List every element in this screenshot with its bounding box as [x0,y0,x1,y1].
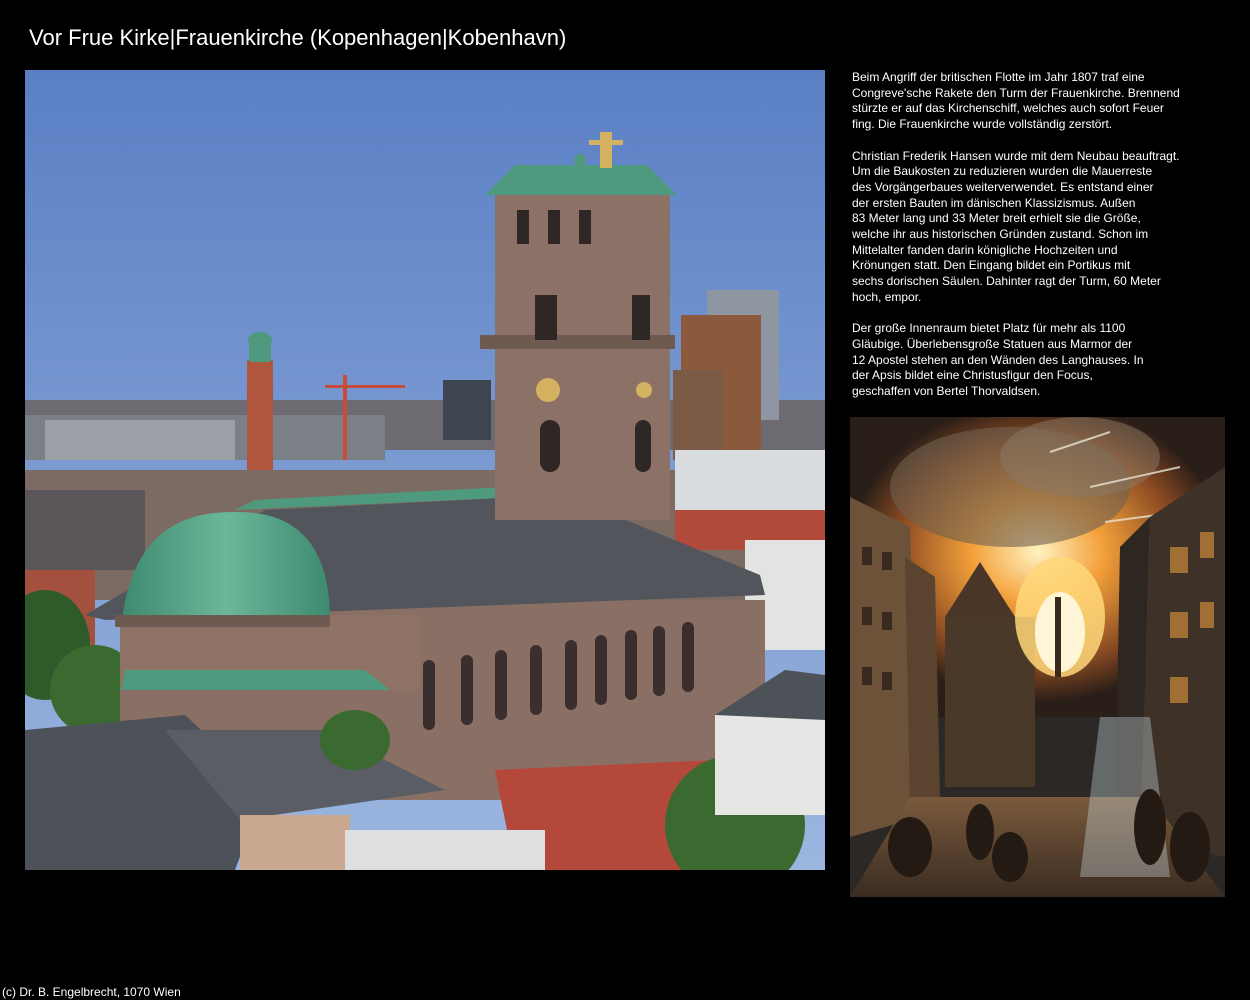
church-photo[interactable] [25,70,825,870]
description-paragraph-1: Beim Angriff der britischen Flotte im Jahr 1807 traf eine Congreve'sche Rakete den Turm der Frauenkirche. Brennend stürzte er auf das Kirchenschiff, welches auch sofort Feuer fing. Die Frauenkirche wurde vollständig zerstört. [852,70,1180,132]
copyright-footer: (c) Dr. B. Engelbrecht, 1070 Wien [2,985,181,999]
description-text [852,70,1224,415]
fire-painting-icon [850,417,1225,897]
fire-painting[interactable] [850,417,1225,897]
description-paragraph-2: Christian Frederik Hansen wurde mit dem Neubau beauftragt. Um die Baukosten zu reduzieren wurden die Mauerreste des Vorgängerbaues weiterverwendet. Es entstand einer der ersten Bauten im dänischen Klassizismus. Außen 83 Meter lang und 33 Meter breit erhielt sie die Größe, welche ihr aus historischen Gründen zustand. Schon im Mittelalter fanden darin königliche Hochzeiten und Krönungen statt. Den Eingang bildet ein Portikus mit sechs dorischen Säulen. Dahinter ragt der Turm, 60 Meter hoch, empor. [852,148,1180,304]
church-photo-icon [25,70,825,870]
page-title: Vor Frue Kirke|Frauenkirche (Kopenhagen|Kobenhavn) [29,25,567,50]
description-paragraph-3: Der große Innenraum bietet Platz für mehr als 1100 Gläubige. Überlebensgroße Statuen aus Marmor der 12 Apostel stehen an den Wänden des Langhauses. In der Apsis bildet eine Christusfigur den Focus, geschaffen von Bertel Thorvaldsen. [852,321,1144,399]
